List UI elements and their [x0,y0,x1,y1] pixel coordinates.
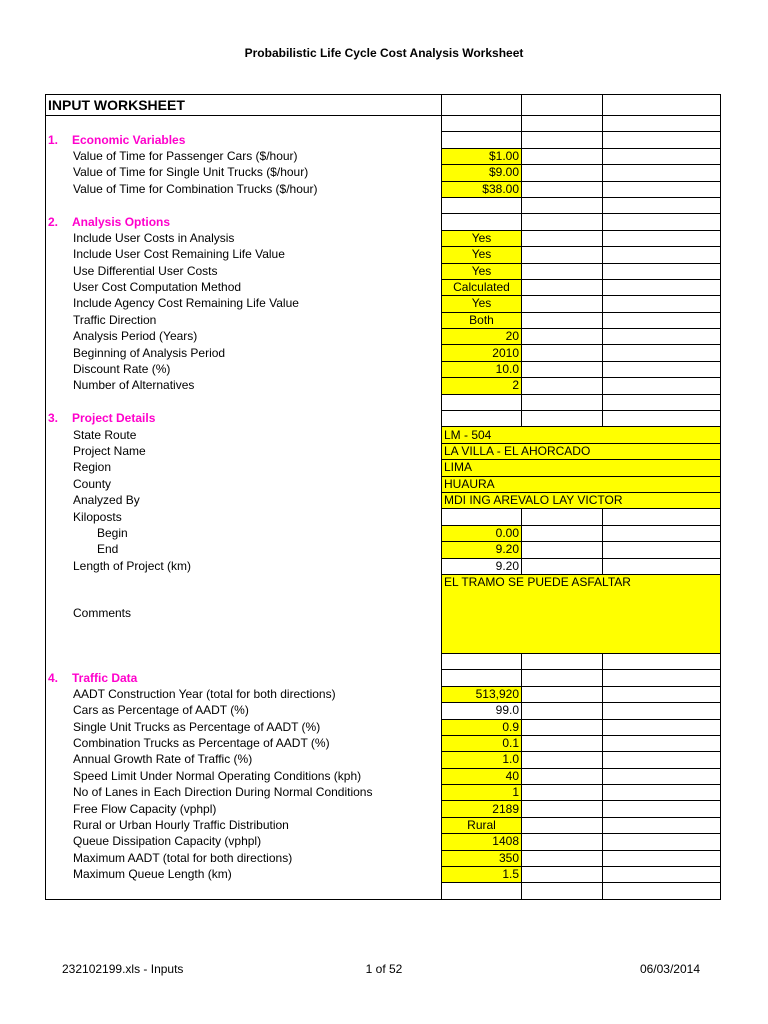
row-label: No of Lanes in Each Direction During Normal Conditions [46,785,442,801]
analysis-row [46,279,721,295]
cell[interactable] [522,95,603,116]
row-label: Free Flow Capacity (vphpl) [46,801,442,817]
value-cell[interactable]: 20 [442,329,522,345]
value-cell[interactable]: Rural [442,817,522,833]
value-cell[interactable]: 9.20 [442,542,522,558]
value-cell[interactable]: 0.9 [442,719,522,735]
project-row [46,476,721,492]
footer-date: 06/03/2014 [639,962,700,976]
value-cell[interactable]: 1.0 [442,752,522,768]
analysis-row [46,296,721,312]
row-label: Value of Time for Single Unit Trucks ($/hour) [46,165,442,181]
analysis-row [46,247,721,263]
row-label: Length of Project (km) [46,558,442,574]
section-header-traffic [46,670,721,686]
value-cell[interactable]: 2 [442,378,522,394]
spacer-row [46,883,721,899]
document-title: Probabilistic Life Cycle Cost Analysis Worksheet [244,46,524,60]
row-label: Value of Time for Passenger Cars ($/hour) [46,148,442,164]
value-cell[interactable]: Yes [442,263,522,279]
value-cell[interactable]: $38.00 [442,181,522,197]
traffic-row [46,834,721,850]
row-label: Begin [46,525,442,541]
row-label: State Route [46,427,442,443]
value-cell[interactable]: Calculated [442,279,522,295]
value-cell[interactable]: 513,920 [442,686,522,702]
traffic-row [46,850,721,866]
value-cell[interactable]: 350 [442,850,522,866]
analysis-row [46,361,721,377]
value-cell[interactable]: Yes [442,296,522,312]
footer-filename: 232102199.xls - Inputs [62,962,184,976]
row-label: Value of Time for Combination Trucks ($/hour) [46,181,442,197]
value-cell[interactable]: Yes [442,230,522,246]
analysis-row [46,312,721,328]
value-cell[interactable]: LIMA [442,460,721,476]
row-label: Discount Rate (%) [46,361,442,377]
value-cell[interactable]: 40 [442,768,522,784]
row-label: End [46,542,442,558]
row-label: Single Unit Trucks as Percentage of AADT (%) [46,719,442,735]
analysis-row [46,378,721,394]
traffic-row [46,752,721,768]
project-row [46,427,721,443]
traffic-row [46,686,721,702]
footer-page-number: 1 of 52 [365,962,403,976]
value-cell[interactable]: 1408 [442,834,522,850]
row-label: AADT Construction Year (total for both directions) [46,686,442,702]
row-label: Traffic Direction [46,312,442,328]
spacer-row [46,116,721,132]
row-label: Kiloposts [46,509,442,525]
project-row [46,492,721,508]
row-label: Maximum Queue Length (km) [46,867,442,883]
row-label: Analyzed By [46,492,442,508]
row-label: County [46,476,442,492]
row-label: Beginning of Analysis Period [46,345,442,361]
economic-row [46,165,721,181]
row-label: Number of Alternatives [46,378,442,394]
row-label: Region [46,460,442,476]
value-cell[interactable]: 1.5 [442,867,522,883]
section-title-traffic: 4. Traffic Data [46,670,442,686]
input-worksheet-table [45,94,721,900]
value-cell[interactable]: MDI ING AREVALO LAY VICTOR [442,492,721,508]
worksheet-heading: INPUT WORKSHEET [46,95,442,116]
analysis-row [46,329,721,345]
spacer-row [46,197,721,213]
section-title-analysis: 2. Analysis Options [46,214,442,230]
section-title-project: 3. Project Details [46,411,442,427]
value-cell[interactable]: LA VILLA - EL AHORCADO [442,443,721,459]
value-cell[interactable]: 2189 [442,801,522,817]
value-cell: 9.20 [442,558,522,574]
traffic-row [46,735,721,751]
row-label: Speed Limit Under Normal Operating Conditions (kph) [46,768,442,784]
value-cell[interactable]: HUAURA [442,476,721,492]
row-label: Include Agency Cost Remaining Life Value [46,296,442,312]
project-row [46,542,721,558]
traffic-row [46,703,721,719]
spacer-row [46,653,721,669]
value-cell[interactable]: Yes [442,247,522,263]
value-cell[interactable]: 10.0 [442,361,522,377]
section-title-economic: 1. Economic Variables [46,132,442,148]
value-cell[interactable]: 2010 [442,345,522,361]
project-row [46,558,721,574]
value-cell[interactable]: 0.00 [442,525,522,541]
row-label: Combination Trucks as Percentage of AADT (%) [46,735,442,751]
row-label: Use Differential User Costs [46,263,442,279]
row-label: Cars as Percentage of AADT (%) [46,703,442,719]
project-row [46,525,721,541]
traffic-row [46,801,721,817]
cell[interactable] [603,95,721,116]
row-label: Annual Growth Rate of Traffic (%) [46,752,442,768]
row-label: Analysis Period (Years) [46,329,442,345]
value-cell[interactable]: 0.1 [442,735,522,751]
traffic-row [46,719,721,735]
economic-row [46,148,721,164]
comments-field[interactable]: EL TRAMO SE PUEDE ASFALTAR [442,574,721,653]
analysis-row [46,230,721,246]
row-label: Include User Costs in Analysis [46,230,442,246]
row-label: Rural or Urban Hourly Traffic Distribution [46,817,442,833]
traffic-row [46,768,721,784]
value-cell: 99.0 [442,703,522,719]
row-label: User Cost Computation Method [46,279,442,295]
row-label: Include User Cost Remaining Life Value [46,247,442,263]
analysis-row [46,345,721,361]
worksheet-heading-row [46,95,721,116]
section-header-project [46,411,721,427]
project-row [46,443,721,459]
project-row [46,509,721,525]
cell[interactable] [442,95,522,116]
row-label: Queue Dissipation Capacity (vphpl) [46,834,442,850]
traffic-row [46,867,721,883]
value-cell[interactable]: Both [442,312,522,328]
spacer-row [46,394,721,410]
value-cell[interactable]: 1 [442,785,522,801]
traffic-row [46,817,721,833]
analysis-row [46,263,721,279]
row-label: Project Name [46,443,442,459]
comments-row [46,574,721,653]
traffic-row [46,785,721,801]
value-cell[interactable]: $9.00 [442,165,522,181]
project-row [46,460,721,476]
value-cell[interactable]: $1.00 [442,148,522,164]
section-header-economic [46,132,721,148]
row-label: Maximum AADT (total for both directions) [46,850,442,866]
section-header-analysis [46,214,721,230]
comments-label: Comments [46,574,442,653]
value-cell[interactable]: LM - 504 [442,427,721,443]
economic-row [46,181,721,197]
